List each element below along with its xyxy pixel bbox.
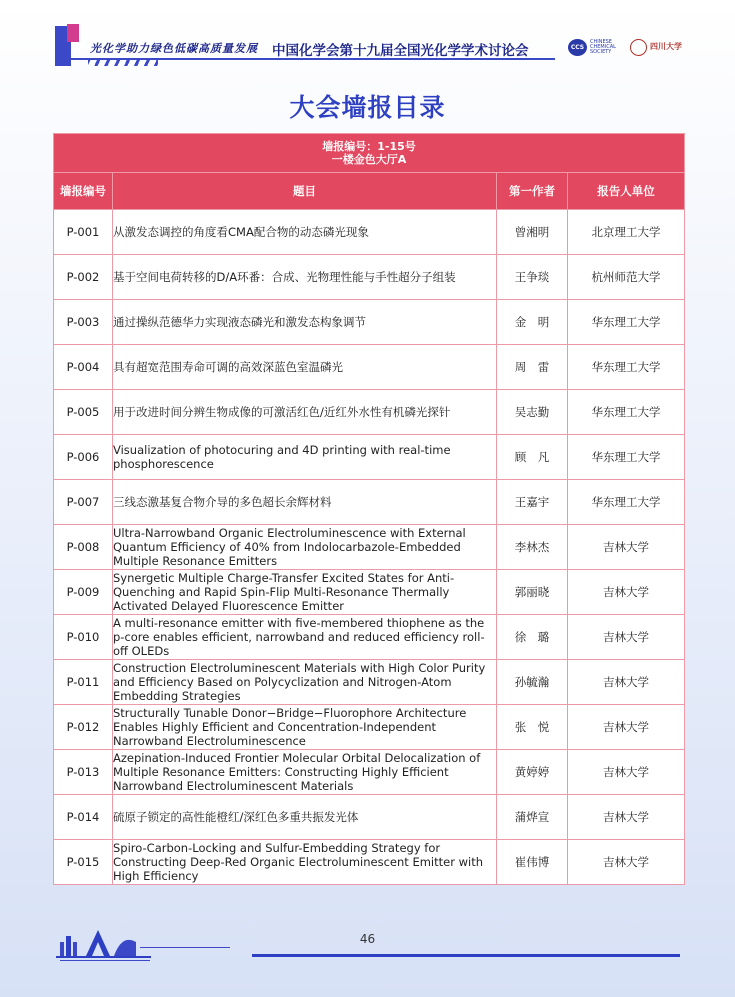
poster-title-cell: 具有超宽范围寿命可调的高效深蓝色室温磷光 bbox=[113, 345, 497, 390]
affiliation-cell: 吉林大学 bbox=[568, 570, 685, 615]
author-cell: 顾 凡 bbox=[497, 435, 568, 480]
footer-rule-thick bbox=[252, 954, 680, 957]
affiliation-cell: 吉林大学 bbox=[568, 525, 685, 570]
poster-title-cell: A multi-resonance emitter with five-membered thiophene as the p-core enables efficient, narrowband and reduced efficiency roll-off OLEDs bbox=[113, 615, 497, 660]
poster-title-cell: 从激发态调控的角度看CMA配合物的动态磷光现象 bbox=[113, 210, 497, 255]
table-row bbox=[54, 345, 685, 390]
table-row bbox=[54, 660, 685, 705]
author-cell: 崔伟博 bbox=[497, 840, 568, 885]
table-row bbox=[54, 795, 685, 840]
author-cell: 吴志勤 bbox=[497, 390, 568, 435]
poster-title-cell: Visualization of photocuring and 4D printing with real-time phosphorescence bbox=[113, 435, 497, 480]
table-row bbox=[54, 390, 685, 435]
affiliation-cell: 华东理工大学 bbox=[568, 390, 685, 435]
affiliation-cell: 吉林大学 bbox=[568, 840, 685, 885]
affiliation-cell: 华东理工大学 bbox=[568, 345, 685, 390]
poster-table bbox=[53, 133, 685, 885]
poster-title-cell: Azepination-Induced Frontier Molecular Orbital Delocalization of Multiple Resonance Emitters: Constructing Highly Efficient Narrowband Electroluminescent Materials bbox=[113, 750, 497, 795]
author-cell: 李林杰 bbox=[497, 525, 568, 570]
poster-title-cell: Synergetic Multiple Charge-Transfer Excited States for Anti-Quenching and Rapid Spin-Flip Multi-Resonance Thermally Activated Delayed Fluorescence Emitter bbox=[113, 570, 497, 615]
poster-id-cell: P-001 bbox=[54, 210, 113, 255]
poster-id-cell: P-014 bbox=[54, 795, 113, 840]
affiliation-cell: 杭州师范大学 bbox=[568, 255, 685, 300]
conference-title: 中国化学会第十九届全国光化学学术讨论会 bbox=[272, 43, 529, 59]
affiliation-cell: 吉林大学 bbox=[568, 750, 685, 795]
affiliation-cell: 吉林大学 bbox=[568, 615, 685, 660]
column-header-author: 第一作者 bbox=[497, 173, 568, 210]
poster-title-cell: Ultra-Narrowband Organic Electroluminescence with External Quantum Efficiency of 40% from Indolocarbazole-Embedded Multiple Resonance Emitters bbox=[113, 525, 497, 570]
page-footer bbox=[0, 920, 735, 997]
page-number: 46 bbox=[359, 932, 376, 946]
footer-rule bbox=[140, 947, 230, 948]
table-row bbox=[54, 210, 685, 255]
table-row bbox=[54, 525, 685, 570]
banner-poster-range: 墙报编号：1-15号 bbox=[322, 140, 416, 153]
university-name: 四川大学 bbox=[650, 42, 682, 51]
poster-id-cell: P-004 bbox=[54, 345, 113, 390]
author-cell: 黄婷婷 bbox=[497, 750, 568, 795]
ccs-logo-text: CHINESE CHEMICAL SOCIETY bbox=[590, 39, 616, 55]
author-cell: 周 雷 bbox=[497, 345, 568, 390]
poster-title-cell: 基于空间电荷转移的D/A环番：合成、光物理性能与手性超分子组装 bbox=[113, 255, 497, 300]
poster-title-cell: 三线态激基复合物介导的多色超长余辉材料 bbox=[113, 480, 497, 525]
author-cell: 郭丽晓 bbox=[497, 570, 568, 615]
poster-title-cell: Spiro-Carbon-Locking and Sulfur-Embedding Strategy for Constructing Deep-Red Organic Electroluminescent Emitter with High Efficiency bbox=[113, 840, 497, 885]
poster-title-cell: 用于改进时间分辨生物成像的可激活红色/近红外水性有机磷光探针 bbox=[113, 390, 497, 435]
poster-id-cell: P-009 bbox=[54, 570, 113, 615]
poster-id-cell: P-011 bbox=[54, 660, 113, 705]
table-row bbox=[54, 255, 685, 300]
column-header-title: 题目 bbox=[113, 173, 497, 210]
column-header-unit: 报告人单位 bbox=[568, 173, 685, 210]
table-row bbox=[54, 300, 685, 345]
affiliation-cell: 吉林大学 bbox=[568, 660, 685, 705]
ccs-logo-icon: CCS bbox=[568, 39, 587, 56]
author-cell: 王嘉宇 bbox=[497, 480, 568, 525]
poster-id-cell: P-006 bbox=[54, 435, 113, 480]
author-cell: 孙毓瀚 bbox=[497, 660, 568, 705]
poster-id-cell: P-015 bbox=[54, 840, 113, 885]
author-cell: 王争琰 bbox=[497, 255, 568, 300]
table-row bbox=[54, 570, 685, 615]
affiliation-cell: 吉林大学 bbox=[568, 795, 685, 840]
affiliation-cell: 华东理工大学 bbox=[568, 480, 685, 525]
affiliation-cell: 华东理工大学 bbox=[568, 300, 685, 345]
table-row bbox=[54, 705, 685, 750]
affiliation-cell: 吉林大学 bbox=[568, 705, 685, 750]
poster-id-cell: P-012 bbox=[54, 705, 113, 750]
author-cell: 曾湘明 bbox=[497, 210, 568, 255]
author-cell: 张 悦 bbox=[497, 705, 568, 750]
conference-slogan: 光化学助力绿色低碳高质量发展 bbox=[90, 42, 258, 55]
column-header-id: 墙报编号 bbox=[54, 173, 113, 210]
poster-id-cell: P-003 bbox=[54, 300, 113, 345]
header-accent-block-pink bbox=[67, 24, 79, 42]
author-cell: 蒲烨宣 bbox=[497, 795, 568, 840]
author-cell: 徐 璐 bbox=[497, 615, 568, 660]
poster-id-cell: P-008 bbox=[54, 525, 113, 570]
poster-title-cell: 通过操纵范德华力实现液态磷光和激发态构象调节 bbox=[113, 300, 497, 345]
poster-id-cell: P-010 bbox=[54, 615, 113, 660]
page-title: 大会墙报目录 bbox=[289, 93, 446, 122]
author-cell: 金 明 bbox=[497, 300, 568, 345]
poster-id-cell: P-013 bbox=[54, 750, 113, 795]
table-row bbox=[54, 840, 685, 885]
table-row bbox=[54, 615, 685, 660]
table-row bbox=[54, 750, 685, 795]
poster-title-cell: 硫原子锁定的高性能橙红/深红色多重共振发光体 bbox=[113, 795, 497, 840]
table-banner bbox=[54, 134, 685, 173]
header-stripes bbox=[88, 58, 158, 66]
table-row bbox=[54, 435, 685, 480]
university-seal-icon bbox=[630, 39, 647, 56]
poster-title-cell: Structurally Tunable Donor−Bridge−Fluorophore Architecture Enables Highly Efficient and Concentration-Independent Narrowband Electroluminescence bbox=[113, 705, 497, 750]
affiliation-cell: 华东理工大学 bbox=[568, 435, 685, 480]
poster-id-cell: P-002 bbox=[54, 255, 113, 300]
poster-id-cell: P-005 bbox=[54, 390, 113, 435]
page-header bbox=[0, 0, 735, 80]
banner-location: 一楼金色大厅A bbox=[331, 153, 407, 166]
poster-title-cell: Construction Electroluminescent Materials with High Color Purity and Efficiency Based on Polycyclization and Nitrogen-Atom Embedding Strategies bbox=[113, 660, 497, 705]
footer-rule-short bbox=[60, 960, 150, 961]
table-body bbox=[54, 210, 685, 885]
poster-id-cell: P-007 bbox=[54, 480, 113, 525]
affiliation-cell: 北京理工大学 bbox=[568, 210, 685, 255]
table-row bbox=[54, 480, 685, 525]
